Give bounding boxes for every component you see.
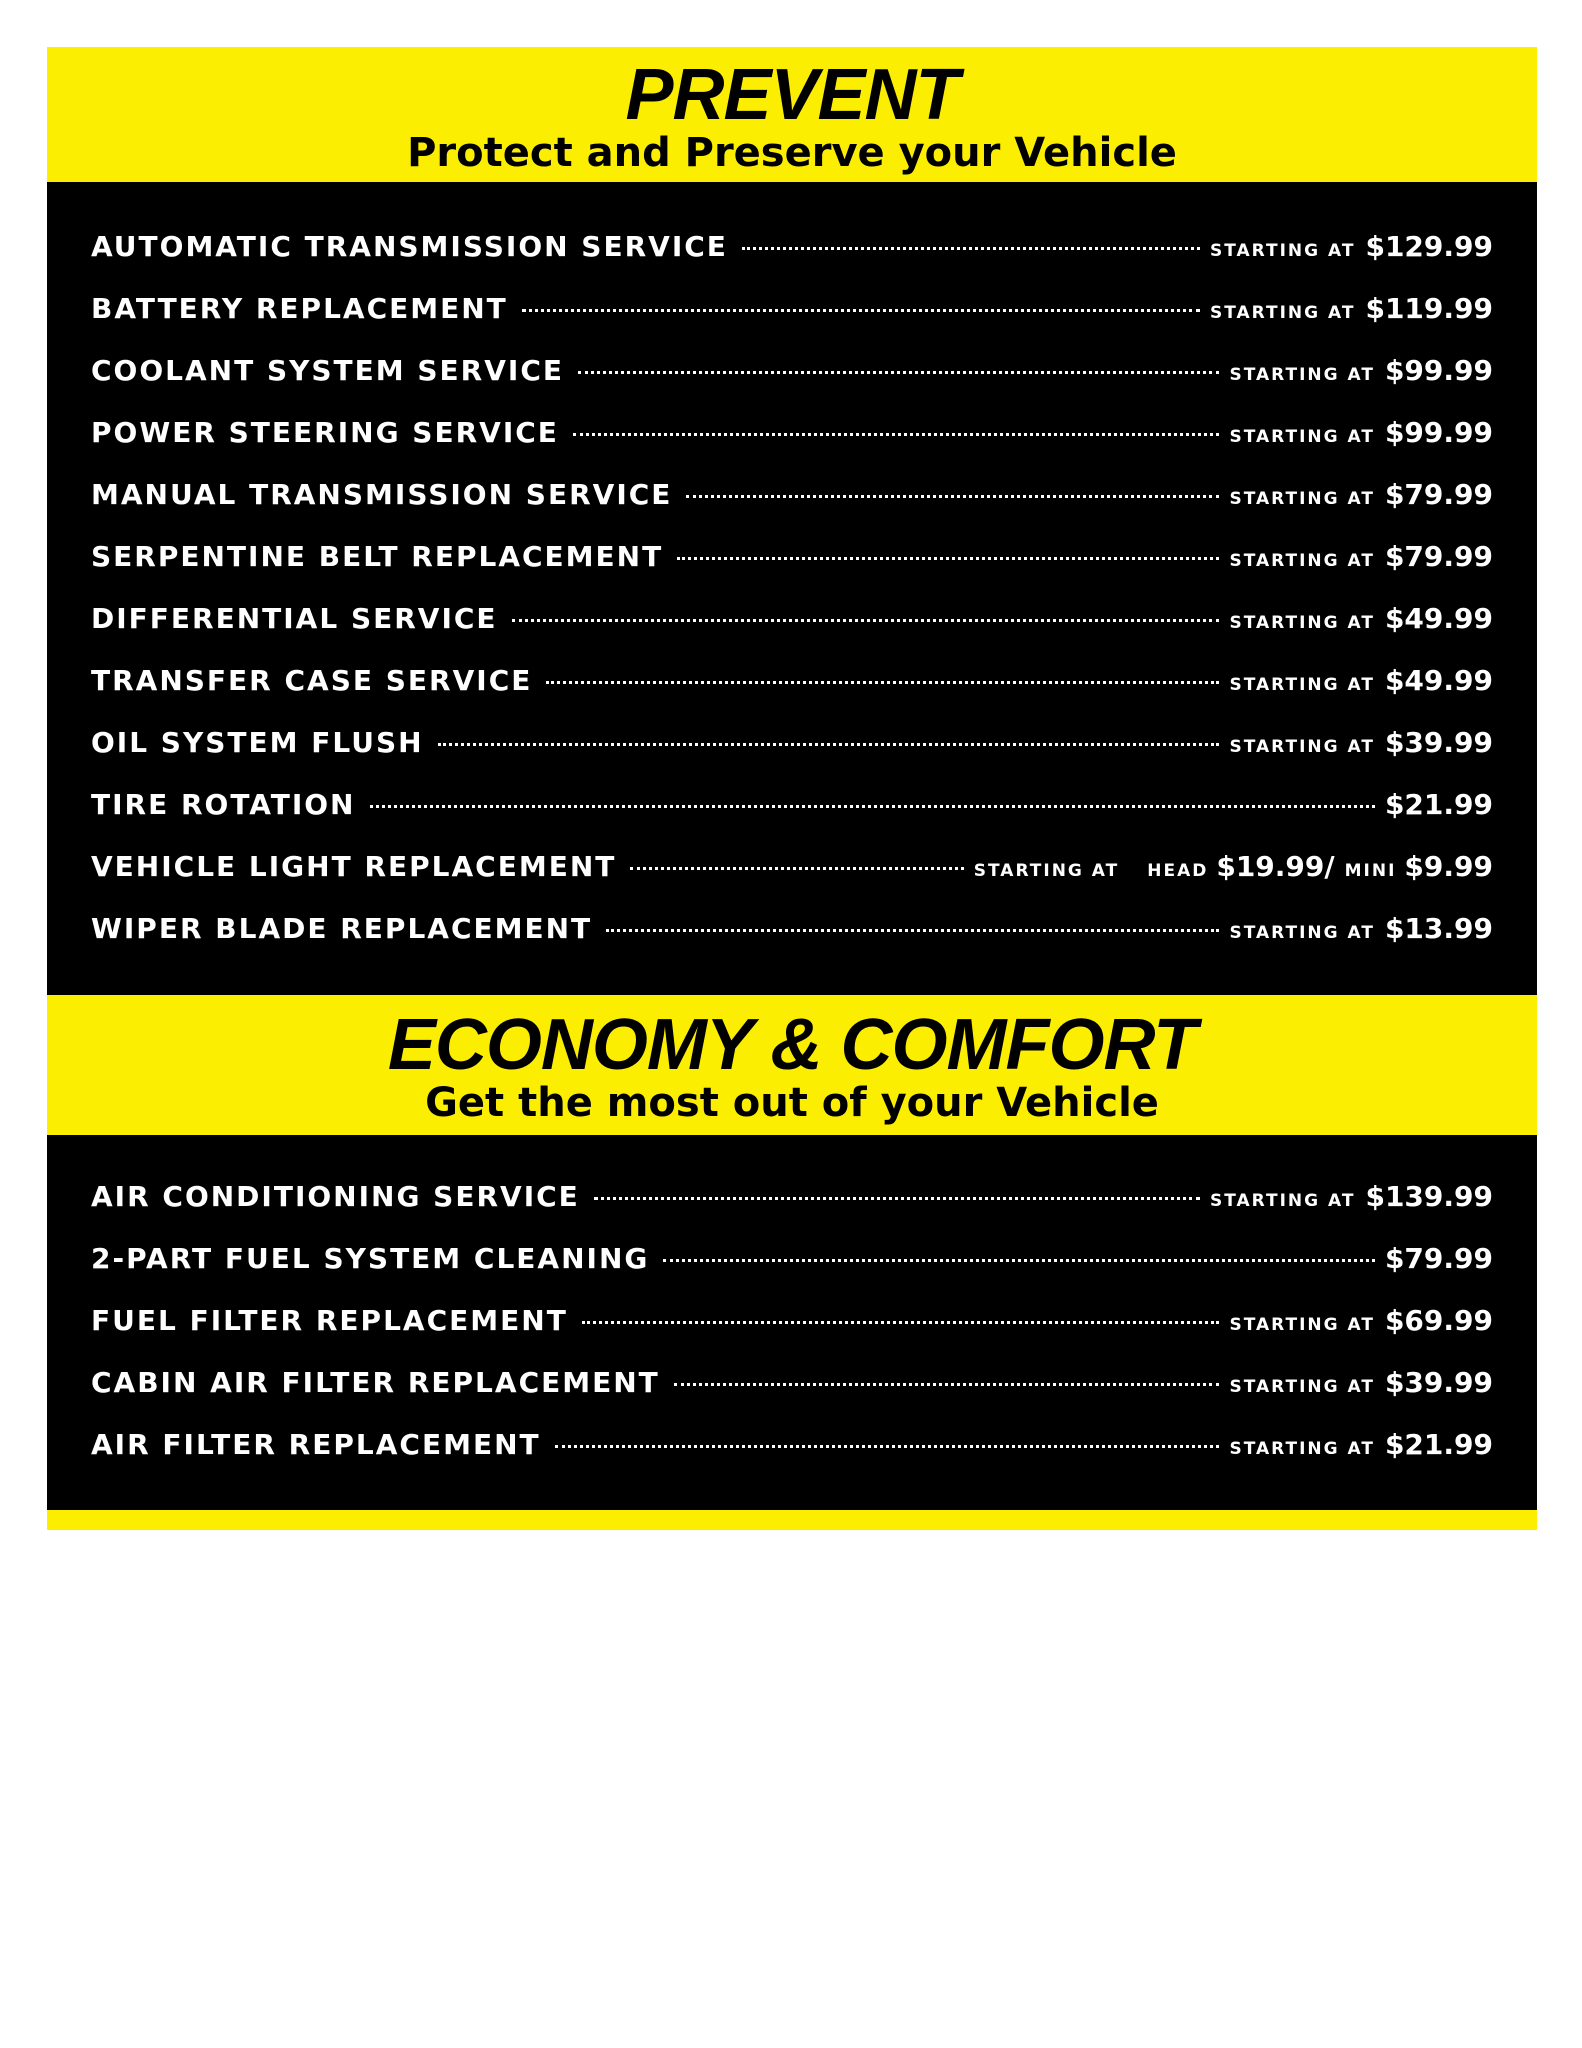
list-item bbox=[91, 788, 1493, 828]
price: $69.99 bbox=[1384, 1304, 1493, 1337]
service-name: OIL SYSTEM FLUSH bbox=[91, 726, 424, 759]
list-item bbox=[91, 1366, 1493, 1406]
list-item bbox=[91, 540, 1493, 580]
price: $21.99 bbox=[1384, 788, 1493, 821]
price-group bbox=[1210, 230, 1493, 263]
price: $99.99 bbox=[1384, 354, 1493, 387]
price: $129.99 bbox=[1365, 230, 1493, 263]
starting-at-label: STARTING AT bbox=[1229, 551, 1375, 571]
list-item bbox=[91, 478, 1493, 518]
service-name: MANUAL TRANSMISSION SERVICE bbox=[91, 478, 673, 511]
starting-at-label: STARTING AT bbox=[1229, 1377, 1375, 1397]
list-item bbox=[91, 912, 1493, 952]
service-name: SERPENTINE BELT REPLACEMENT bbox=[91, 540, 664, 573]
service-name: BATTERY REPLACEMENT bbox=[91, 292, 508, 325]
price: $49.99 bbox=[1384, 602, 1493, 635]
price: $39.99 bbox=[1384, 1366, 1493, 1399]
economy-title: ECONOMY & COMFORT bbox=[387, 1005, 1197, 1085]
price: $39.99 bbox=[1384, 726, 1493, 759]
starting-at-label: STARTING AT bbox=[1229, 613, 1375, 633]
service-name: WIPER BLADE REPLACEMENT bbox=[91, 912, 593, 945]
list-item bbox=[91, 416, 1493, 456]
dot-leader bbox=[555, 1445, 1220, 1448]
price-head: $19.99/ bbox=[1216, 850, 1335, 883]
service-name: COOLANT SYSTEM SERVICE bbox=[91, 354, 565, 387]
list-item bbox=[91, 602, 1493, 642]
price-group bbox=[1229, 478, 1493, 511]
service-name: CABIN AIR FILTER REPLACEMENT bbox=[91, 1366, 660, 1399]
price-mini: $9.99 bbox=[1404, 850, 1493, 883]
starting-at-label: STARTING AT bbox=[1229, 365, 1375, 385]
mini-label: MINI bbox=[1344, 861, 1397, 881]
price-group bbox=[1229, 1304, 1493, 1337]
service-name: TIRE ROTATION bbox=[91, 788, 356, 821]
economy-service-list bbox=[47, 1135, 1537, 1510]
price: $119.99 bbox=[1365, 292, 1493, 325]
price: $13.99 bbox=[1384, 912, 1493, 945]
list-item bbox=[91, 1180, 1493, 1220]
service-name: AIR FILTER REPLACEMENT bbox=[91, 1428, 541, 1461]
dot-leader bbox=[606, 929, 1219, 932]
price-group bbox=[1229, 1366, 1493, 1399]
price-group bbox=[1229, 1428, 1493, 1461]
price-group bbox=[1385, 1242, 1493, 1275]
dot-leader bbox=[686, 495, 1219, 498]
price-group bbox=[974, 850, 1493, 883]
price: $139.99 bbox=[1365, 1180, 1493, 1213]
starting-at-label: STARTING AT bbox=[1229, 1315, 1375, 1335]
price-group bbox=[1229, 664, 1493, 697]
prevent-title: PREVENT bbox=[625, 55, 959, 135]
starting-at-label: STARTING AT bbox=[1229, 923, 1375, 943]
dot-leader bbox=[438, 743, 1220, 746]
dot-leader bbox=[546, 681, 1219, 684]
service-name: VEHICLE LIGHT REPLACEMENT bbox=[91, 850, 617, 883]
price-group bbox=[1210, 1180, 1493, 1213]
price: $79.99 bbox=[1384, 540, 1493, 573]
dot-leader bbox=[742, 247, 1200, 250]
dot-leader bbox=[663, 1259, 1375, 1262]
service-name: AIR CONDITIONING SERVICE bbox=[91, 1180, 580, 1213]
dot-leader bbox=[674, 1383, 1220, 1386]
price: $79.99 bbox=[1384, 478, 1493, 511]
list-item bbox=[91, 292, 1493, 332]
dot-leader bbox=[512, 619, 1220, 622]
price-group bbox=[1210, 292, 1493, 325]
list-item bbox=[91, 1242, 1493, 1282]
dot-leader bbox=[573, 433, 1220, 436]
prevent-subtitle: Protect and Preserve your Vehicle bbox=[407, 130, 1177, 176]
list-item bbox=[91, 850, 1493, 890]
starting-at-label: STARTING AT bbox=[1210, 241, 1356, 261]
price-group bbox=[1229, 540, 1493, 573]
price-group bbox=[1229, 602, 1493, 635]
dot-leader bbox=[594, 1197, 1200, 1200]
price: $79.99 bbox=[1384, 1242, 1493, 1275]
service-name: AUTOMATIC TRANSMISSION SERVICE bbox=[91, 230, 728, 263]
starting-at-label: STARTING AT bbox=[1229, 675, 1375, 695]
list-item bbox=[91, 664, 1493, 704]
price: $99.99 bbox=[1384, 416, 1493, 449]
service-name: POWER STEERING SERVICE bbox=[91, 416, 559, 449]
economy-subtitle: Get the most out of your Vehicle bbox=[425, 1080, 1159, 1126]
bottom-accent-strip bbox=[47, 1510, 1537, 1530]
price: $21.99 bbox=[1384, 1428, 1493, 1461]
service-name: 2-PART FUEL SYSTEM CLEANING bbox=[91, 1242, 650, 1275]
dot-leader bbox=[370, 805, 1375, 808]
service-name: DIFFERENTIAL SERVICE bbox=[91, 602, 498, 635]
starting-at-label: STARTING AT bbox=[1229, 1439, 1375, 1459]
dot-leader bbox=[677, 557, 1219, 560]
list-item bbox=[91, 1304, 1493, 1344]
dot-leader bbox=[578, 371, 1219, 374]
list-item bbox=[91, 230, 1493, 270]
service-name: TRANSFER CASE SERVICE bbox=[91, 664, 533, 697]
dot-leader bbox=[630, 867, 963, 870]
price-group bbox=[1229, 416, 1493, 449]
list-item bbox=[91, 726, 1493, 766]
dot-leader bbox=[522, 309, 1200, 312]
price: $49.99 bbox=[1384, 664, 1493, 697]
starting-at-label: STARTING AT bbox=[1229, 737, 1375, 757]
starting-at-label: STARTING AT bbox=[1210, 303, 1356, 323]
price-group bbox=[1229, 726, 1493, 759]
dot-leader bbox=[582, 1321, 1220, 1324]
starting-at-label: STARTING AT bbox=[1229, 489, 1375, 509]
prevent-service-list bbox=[47, 182, 1537, 995]
starting-at-label: STARTING AT bbox=[1210, 1191, 1356, 1211]
economy-header bbox=[47, 995, 1537, 1135]
price-group bbox=[1385, 788, 1493, 821]
head-label: HEAD bbox=[1147, 861, 1209, 881]
list-item bbox=[91, 354, 1493, 394]
price-group bbox=[1229, 912, 1493, 945]
service-name: FUEL FILTER REPLACEMENT bbox=[91, 1304, 568, 1337]
starting-at-label: STARTING AT bbox=[1229, 427, 1375, 447]
price-group bbox=[1229, 354, 1493, 387]
prevent-header bbox=[47, 47, 1537, 182]
starting-at-label: STARTING AT bbox=[973, 861, 1120, 881]
list-item bbox=[91, 1428, 1493, 1468]
